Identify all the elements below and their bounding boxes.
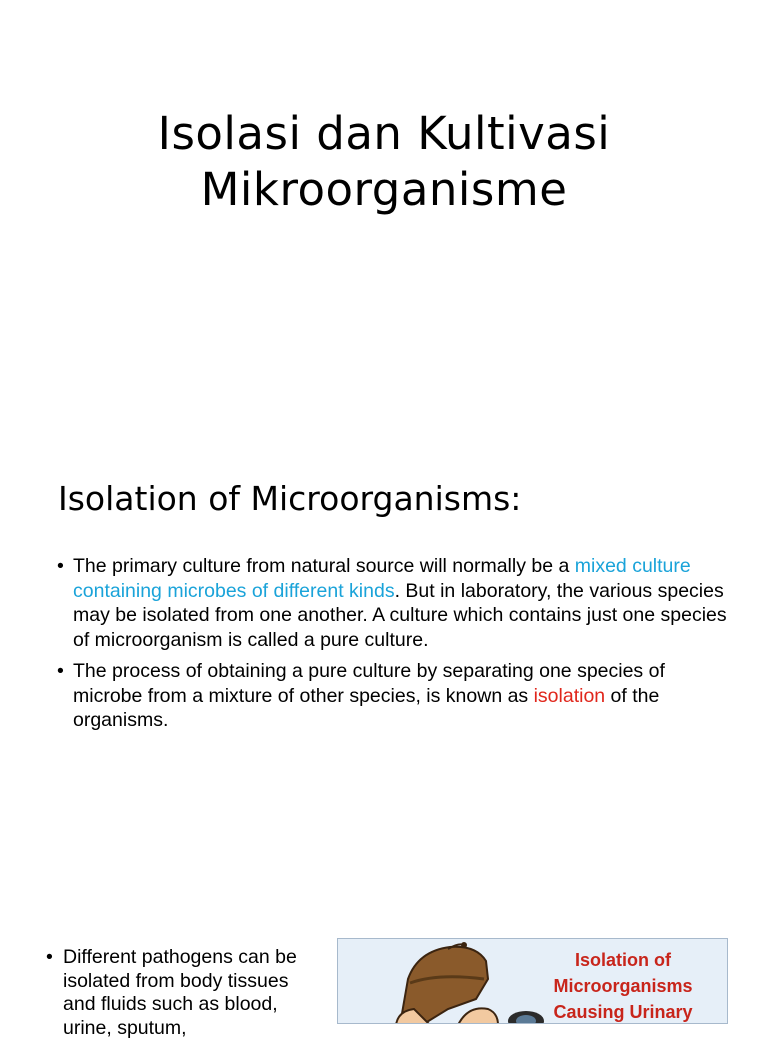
illustration-title — [543, 947, 703, 1024]
slide-3-bullet-list — [46, 946, 306, 1040]
bullet-text: The process of obtaining a pure culture by separating one species of microbe from a mixture of other species, is known as — [73, 660, 665, 707]
bullet-text: . But in laboratory, the various species may be isolated from one another. A culture which contains just one species of microorganism is called a pure culture. — [73, 579, 727, 651]
bullet-item-pathogens — [46, 946, 306, 1040]
highlight-mixed-culture: mixed culture containing microbes of different kinds — [73, 555, 691, 602]
bullet-text: The primary culture from natural source will normally be a — [73, 555, 575, 577]
section-heading: Isolation of Microorganisms: — [58, 479, 522, 518]
bullet-icon: • — [57, 555, 64, 577]
slide-title-line-2: Mikroorganisme — [200, 163, 568, 216]
bullet-item-isolation — [57, 659, 737, 733]
bullet-icon: • — [46, 946, 53, 968]
bullet-list — [57, 554, 737, 740]
illustration-title-line-3: Causing Urinary — [553, 1002, 693, 1022]
slide-title-line-1: Isolasi dan Kultivasi — [157, 107, 611, 160]
bullet-text: Different pathogens can be isolated from body tissues and fluids such as blood, urine, sputum, — [63, 946, 297, 1039]
slide-3-illustration — [337, 938, 728, 1024]
illustration-title-line-2: Microorganisms — [553, 976, 693, 996]
bullet-icon: • — [57, 660, 64, 682]
illustration-title-line-1: Isolation of — [575, 950, 671, 970]
bullet-text: of the organisms. — [73, 684, 660, 731]
bullet-item-pure-culture — [57, 554, 737, 652]
highlight-isolation: isolation — [533, 684, 606, 707]
